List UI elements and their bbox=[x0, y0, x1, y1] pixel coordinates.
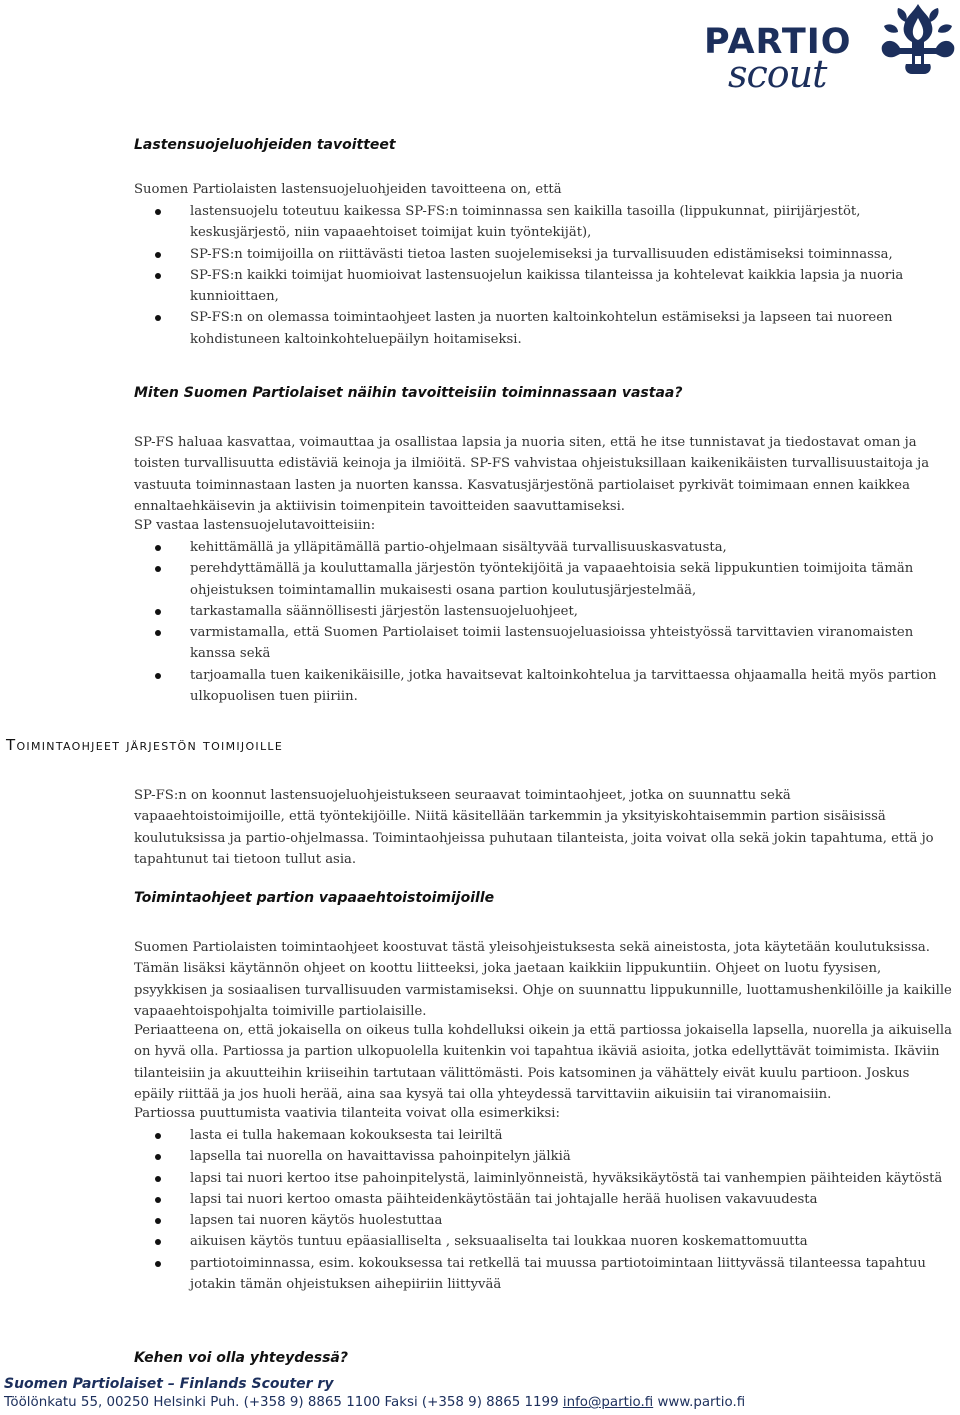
list-item: lastensuojelu toteutuu kaikessa SP-FS:n toiminnassa sen kaikilla tasoilla (lippukunnat, piirijärjestöt, keskusjärjestö, niin vapaaehtoiset toimijat kuin työntekijät), bbox=[134, 201, 950, 244]
section1-intro: Suomen Partiolaisten lastensuojeluohjeiden tavoitteena on, että bbox=[134, 182, 562, 197]
list-item: varmistamalla, että Suomen Partiolaiset toimii lastensuojeluasioissa yhteistyössä tarvittavien viranomaisten kanssa sekä bbox=[134, 622, 950, 665]
list-item: lasta ei tulla hakemaan kokouksesta tai leiriltä bbox=[134, 1125, 950, 1146]
section2-measures-list bbox=[134, 537, 950, 707]
heading-miten-vastaa: Miten Suomen Partiolaiset näihin tavoitteisiin toiminnassaan vastaa? bbox=[134, 385, 683, 401]
bullet-icon bbox=[155, 609, 161, 615]
list-item: SP-FS:n toimijoilla on riittävästi tietoa lasten suojelemiseksi ja turvallisuuden edistämiseksi toiminnassa, bbox=[134, 244, 950, 265]
heading-toimintaohjeet-vapaaehtoisille: Toimintaohjeet partion vapaaehtoistoimijoille bbox=[134, 890, 495, 906]
list-item: lapsi tai nuori kertoo itse pahoinpitelystä, laiminlyönneistä, hyväksikäytöstä tai vanhempien päihteiden käytöstä bbox=[134, 1168, 950, 1189]
list-item: tarjoamalla tuen kaikenikäisille, jotka havaitsevat kaltoinkohtelua ja tarvittaessa ohjaamalla heitä myös partion ulkopuolisen tuen piiriin. bbox=[134, 665, 950, 708]
partio-scout-logo bbox=[700, 2, 958, 98]
logo-wordmark-scout: scout bbox=[728, 52, 827, 96]
section-title-toimintaohjeet: Toimintaohjeet järjestön toimijoille bbox=[6, 736, 284, 754]
list-item: perehdyttämällä ja kouluttamalla järjestön työntekijöitä ja vapaaehtoisia sekä lippukuntien toimijoita tämän ohjeistuksen toimintamallin mukaisesti osana partion koulutusjärjestelmää, bbox=[134, 558, 950, 601]
section4-situations-list bbox=[134, 1125, 950, 1295]
bullet-icon bbox=[155, 1176, 161, 1182]
bullet-icon bbox=[155, 209, 161, 215]
bullet-icon bbox=[155, 315, 161, 321]
list-item: partiotoiminnassa, esim. kokouksessa tai retkellä tai muussa partiotoimintaan liittyvässä tilanteessa tapahtuu jotakin tämän ohjeistuksen aihepiiriin liittyvää bbox=[134, 1253, 950, 1296]
footer-contact-line bbox=[4, 1395, 745, 1410]
heading-kehen-voi-olla-yhteydessa: Kehen voi olla yhteydessä? bbox=[134, 1350, 348, 1366]
list-item: lapsi tai nuori kertoo omasta päihteidenkäytöstään tai johtajalle herää huolisen vakavuudesta bbox=[134, 1189, 950, 1210]
bullet-icon bbox=[155, 1261, 161, 1267]
list-item: kehittämällä ja ylläpitämällä partio-ohjelmaan sisältyvää turvallisuuskasvatusta, bbox=[134, 537, 950, 558]
bullet-icon bbox=[155, 273, 161, 279]
list-item: tarkastamalla säännöllisesti järjestön lastensuojeluohjeet, bbox=[134, 601, 950, 622]
section3-paragraph: SP-FS:n on koonnut lastensuojeluohjeistukseen seuraavat toimintaohjeet, jotka on suunnattu sekä vapaaehtoistoimijoille, että työntekijöille. Niitä käsitellään tarkemmin ja yksityiskohtaisemmin partion sisäisissä koulutuksissa ja partio-ohjelmassa. Toimintaohjeissa puhutaan tilanteista, joita voivat olla sekä jokin tapahtuma, että jo tapahtunut tai tietoon tullut asia. bbox=[134, 788, 934, 867]
bullet-icon bbox=[155, 630, 161, 636]
footer-organization-name: Suomen Partiolaiset – Finlands Scouter ry bbox=[4, 1376, 334, 1392]
section2-paragraph: SP-FS haluaa kasvattaa, voimauttaa ja osallistaa lapsia ja nuoria siten, että he itse tunnistavat ja tiedostavat oman ja toisten turvallisuutta edistäviä keinoja ja ilmiöitä. SP-FS vahvistaa ohjeistuksillaan kaikenikäisten turvallisuustaitoja ja vastuuta toiminnastaan lasten ja nuorten kanssa. Kasvatusjärjestönä partiolaiset pyrkivät toimimaan ennen kaikkea ennaltaehkäisevin ja aktiivisin toimenpitein tavoitteiden saavuttamiseksi. bbox=[134, 435, 930, 514]
bullet-icon bbox=[155, 1154, 161, 1160]
bullet-icon bbox=[155, 673, 161, 679]
heading-lastensuojeluohjeiden-tavoitteet: Lastensuojeluohjeiden tavoitteet bbox=[134, 137, 396, 153]
list-item: SP-FS:n kaikki toimijat huomioivat lastensuojelun kaikissa tilanteissa ja kohtelevat kaikkia lapsia ja nuoria kunnioittaen, bbox=[134, 265, 950, 308]
section4-paragraph-1: Suomen Partiolaisten toimintaohjeet koostuvat tästä yleisohjeistuksesta sekä aineistosta, jota käytetään koulutuksissa. Tämän lisäksi käytännön ohjeet on koottu liitteeksi, joka jaetaan kaikkiin lippukuntiin. Ohjeet on luotu fyysisen, psyykkisen ja sosiaalisen turvallisuuden varmistamiseksi. Ohje on suunnattu lippukunnille, luottamushenkilöille ja kaikille vapaaehtoispohjalta toimiville partiolaisille. bbox=[134, 940, 952, 1019]
list-item: aikuisen käytös tuntuu epäasialliselta , seksuaaliselta tai loukkaa nuoren koskemattomuutta bbox=[134, 1231, 950, 1252]
section1-goal-list bbox=[134, 201, 950, 350]
section4-paragraph-2: Periaatteena on, että jokaisella on oikeus tulla kohdelluksi oikein ja että partiossa jokaisella lapsella, nuorella ja aikuisella on hyvä olla. Partiossa ja partion ulkopuolella kuitenkin voi tapahtua ikäviä asioita, jotka edellyttävät toimimista. Ikäviin tilanteisiin ja akuutteihin kriiseihin tartutaan välittömästi. Pois katsominen ja vähättely eivät kuulu partioon. Joskus epäily riittää ja jos huoli herää, aina saa kysyä tai olla yhteydessä tarvittaviin aikuisiin tai viranomaisiin. bbox=[134, 1023, 952, 1102]
bullet-icon bbox=[155, 1197, 161, 1203]
section2-lead: SP vastaa lastensuojelutavoitteisiin: bbox=[134, 518, 376, 533]
bullet-icon bbox=[155, 1133, 161, 1139]
fleur-de-lis-emblem-icon bbox=[880, 2, 956, 78]
logo-wordmark-partio: PARTIO bbox=[704, 22, 852, 62]
bullet-icon bbox=[155, 252, 161, 258]
bullet-icon bbox=[155, 1239, 161, 1245]
footer-website[interactable]: www.partio.fi bbox=[657, 1395, 746, 1410]
bullet-icon bbox=[155, 545, 161, 551]
list-item: lapsen tai nuoren käytös huolestuttaa bbox=[134, 1210, 950, 1231]
section4-lead: Partiossa puuttumista vaativia tilanteita voivat olla esimerkiksi: bbox=[134, 1106, 560, 1121]
bullet-icon bbox=[155, 566, 161, 572]
list-item: lapsella tai nuorella on havaittavissa pahoinpitelyn jälkiä bbox=[134, 1146, 950, 1167]
footer-address: Töölönkatu 55, 00250 Helsinki Puh. (+358 9) 8865 1100 Faksi (+358 9) 8865 1199 bbox=[4, 1395, 559, 1410]
bullet-icon bbox=[155, 1218, 161, 1224]
list-item: SP-FS:n on olemassa toimintaohjeet lasten ja nuorten kaltoinkohtelun estämiseksi ja lapseen tai nuoreen kohdistuneen kaltoinkohteluepäilyn hoitamiseksi. bbox=[134, 307, 950, 350]
footer-email-link[interactable]: info@partio.fi bbox=[562, 1395, 654, 1410]
